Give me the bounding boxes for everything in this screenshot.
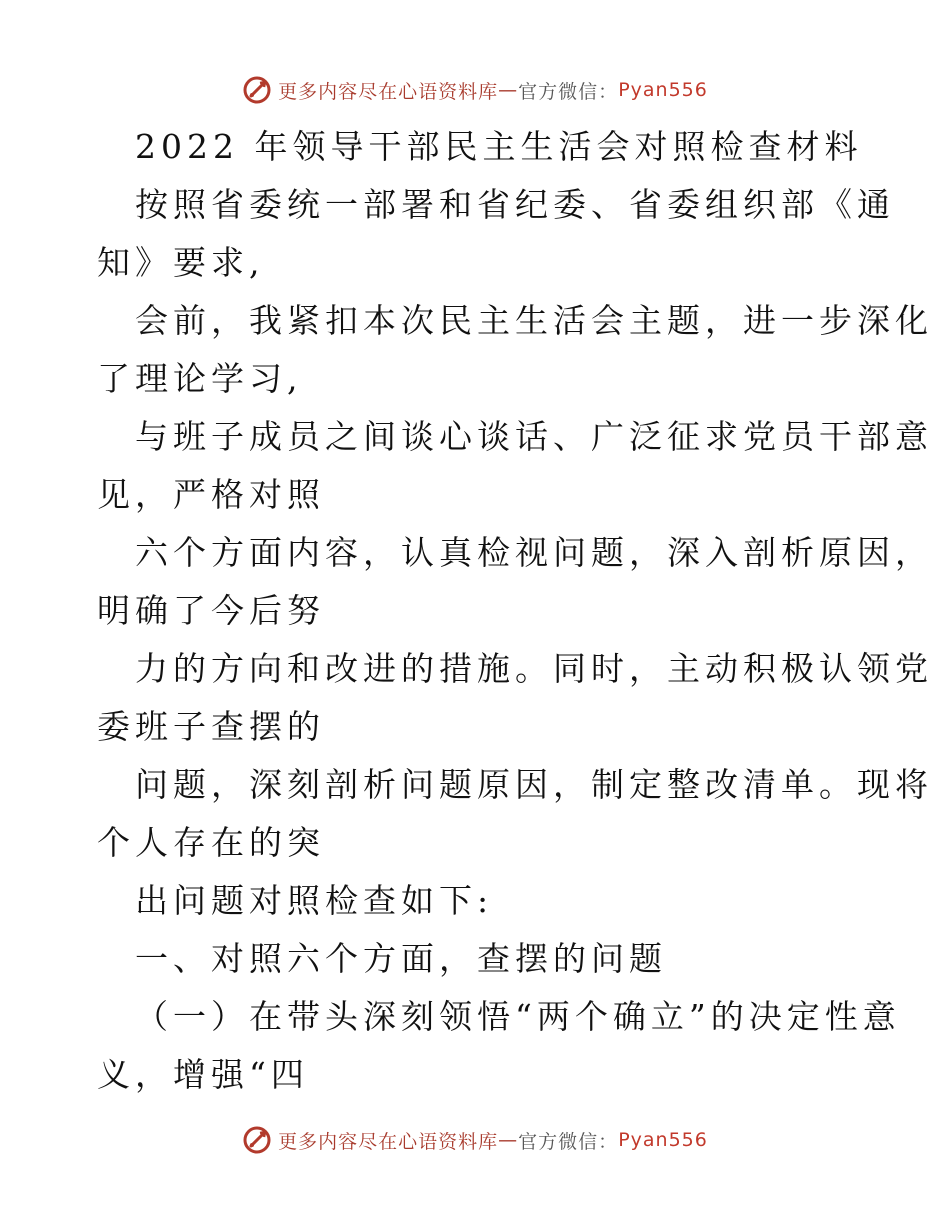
text-line: 会前，我紧扣本次民主生活会主题，进一步深化 <box>135 301 933 340</box>
text-line: 问题，深刻剖析问题原因，制定整改清单。现将 <box>135 765 933 804</box>
logo-icon <box>242 1125 272 1155</box>
text-line: 力的方向和改进的措施。同时，主动积极认领党 <box>135 649 933 688</box>
text-line: （一）在带头深刻领悟“两个确立”的决定性意 <box>135 997 901 1036</box>
banner-separator: — <box>498 1129 519 1151</box>
logo-icon <box>242 75 272 105</box>
banner-site-name: 更多内容尽在心语资料库 <box>278 80 499 103</box>
text-line: 六个方面内容，认真检视问题，深入剖析原因， <box>135 533 933 572</box>
banner-wechat-label: 官方微信： <box>518 1130 619 1153</box>
document-body <box>97 118 933 1104</box>
text-line: 义，增强“四 <box>97 1055 309 1094</box>
text-line: 明确了今后努 <box>97 591 325 630</box>
text-line: 按照省委统一部署和省纪委、省委组织部《通 <box>135 185 895 224</box>
text-line: 了理论学习, <box>97 359 303 398</box>
text-line: 个人存在的突 <box>97 823 325 862</box>
text-line: 2022 年领导干部民主生活会对照检查材料 <box>135 127 863 166</box>
text-line: 一、对照六个方面，查摆的问题 <box>135 939 667 978</box>
banner-wechat-id: Pyan556 <box>618 1129 708 1151</box>
text-line: 见，严格对照 <box>97 475 325 514</box>
text-line: 出问题对照检查如下: <box>135 881 494 920</box>
header-banner[interactable] <box>0 70 950 110</box>
text-line: 知》要求, <box>97 243 265 282</box>
banner-wechat-id: Pyan556 <box>618 79 708 101</box>
text-line: 委班子查摆的 <box>97 707 325 746</box>
banner-site-name: 更多内容尽在心语资料库 <box>278 1130 499 1153</box>
banner-wechat-label: 官方微信： <box>518 80 619 103</box>
footer-banner[interactable] <box>0 1120 950 1160</box>
banner-separator: — <box>498 79 519 101</box>
text-line: 与班子成员之间谈心谈话、广泛征求党员干部意 <box>135 417 933 456</box>
